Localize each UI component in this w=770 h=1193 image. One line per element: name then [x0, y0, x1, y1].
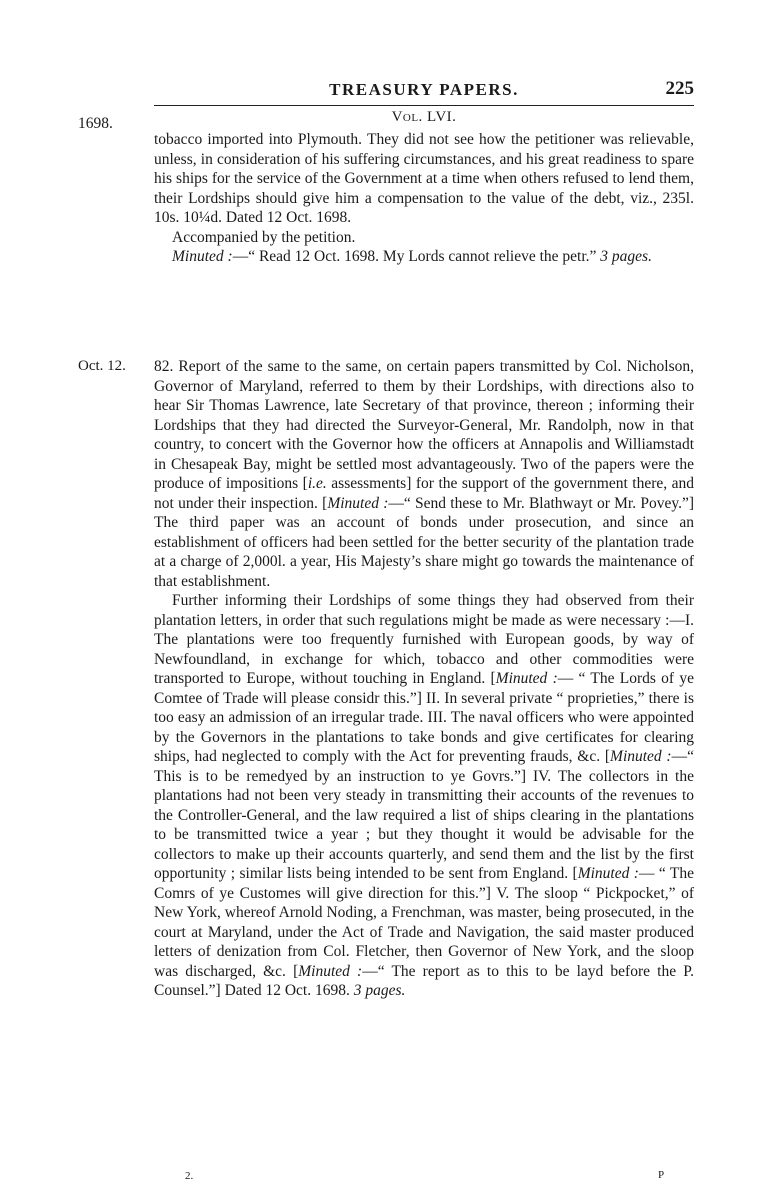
page-number: 225: [665, 78, 694, 99]
signature-letter: P: [658, 1169, 665, 1181]
entry-81-paragraph: tobacco imported into Plymouth. They did not see how the petitioner was relievable, unless, in consideration of his suffering circumstances, and his great readiness to spare his ships for the service of the Government at a time when others refused to lend them, their Lordships should give him a compensation to the value of the debt, viz., 235l. 10s. 10¼d. Dated 12 Oct. 1698.: [154, 131, 694, 226]
minuted-text: —“ Send these to Mr. Blathwayt or Mr. Povey.”] The third paper was an account of bonds under prosecution, and since an establishment of officers had been settled for the better security of the plantation trade at a charge of 2,000l. a year, His Majesty’s share might go towards the maintenance of that establishment.: [154, 494, 695, 590]
minuted-text: — “ The Comrs of ye Customes will give direction for this.”] V. The sloop “ Pickpocket,” of New York, whereof Arnold Noding, a Frenchman, was master, being prosecuted, in the court at Maryland, under the Act of Trade and Navigation, the said master produced letters of denization from Col. Fletcher, then Governor of New York, and the sloop was discharged, &c. [: [154, 865, 694, 980]
minuted-label: Minuted :: [327, 494, 389, 512]
minuted-text: —“ Read 12 Oct. 1698. My Lords cannot relieve the petr.”: [232, 248, 597, 265]
entry-82-paragraph-1: [154, 357, 694, 591]
entry-82-text-b: assessments] for the support of the government there, and not under their inspection. [: [154, 475, 695, 512]
minuted-label: Minuted :: [577, 865, 639, 882]
page-count: 3 pages.: [353, 982, 406, 999]
minuted-text: —“ The report as to this to be layd before the P. Counsel.”] Dated 12 Oct. 1698.: [154, 962, 694, 999]
minuted-label: Minuted :: [298, 962, 363, 980]
entry-82-text-c: Further informing their Lordships of some things they had observed from their plantation letters, in order that such regulations might be made as were necessary :—I. The plantations were too frequently furnished with European goods, by way of Newfoundland, in exchange for which, tobacco and other commodities were transported to Europe, without touching in England. [: [154, 592, 694, 687]
ie-abbrev: i.e.: [307, 475, 327, 492]
minuted-note: [154, 247, 694, 267]
page-count: 3 pages.: [600, 248, 652, 265]
entry-82-text-a: 82. Report of the same to the same, on certain papers transmitted by Col. Nicholson, Governor of Maryland, referred to them by their Lordships, with directions also to hear Sir Thomas Lawrence, late Secretary of that province, thereon ; informing their Lordships that they had directed the Surveyor-General, Mr. Randolph, now in that country, to concert with the Governor how the officers at Annapolis and Williamstadt in Chesapeak Bay, might be settled most advantageously. Two of the papers were the produce of impositions [: [154, 358, 694, 492]
signature-number: 2.: [185, 1170, 194, 1182]
margin-year: 1698.: [78, 115, 113, 132]
margin-date: Oct. 12.: [78, 358, 126, 374]
entry-82-paragraph-2: [154, 591, 694, 1001]
minuted-text: —“ This is to be remedyed by an instruction to ye Govrs.”] IV. The collectors in the plantations had not been very steady in transmitting their accounts of the revenues to the Controller-General, and the law required a list of ships clearing in the plantations to be transmitted twice a year ; but they thought it would be advisable for the collectors to make up their accounts quarterly, and send them and the list by the first opportunity ; similar lists being intended to be sent from England. [: [154, 748, 694, 882]
header-rule: [154, 105, 694, 106]
volume-heading: Vol. LVI.: [391, 109, 457, 125]
entry-81-continuation: [154, 130, 694, 267]
accompanied-note: Accompanied by the petition.: [172, 228, 356, 246]
minuted-label: Minuted :: [495, 670, 558, 687]
minuted-label: Minuted :: [172, 248, 233, 265]
running-title: TREASURY PAPERS.: [329, 80, 519, 99]
minuted-text: — “ The Lords of ye Comtee of Trade will please considr this.”] II. In several private “ proprieties,” there is too easy an admission of an irregular trade. III. The naval officers who were appointed by the Governors in the plantations to take bonds and give certificates for clearing ships, had neglected to comply with the Act for preventing frauds, &c. [: [154, 670, 694, 765]
minuted-label: Minuted :: [610, 748, 672, 765]
entry-82: [154, 357, 694, 1001]
running-head: [154, 76, 694, 106]
